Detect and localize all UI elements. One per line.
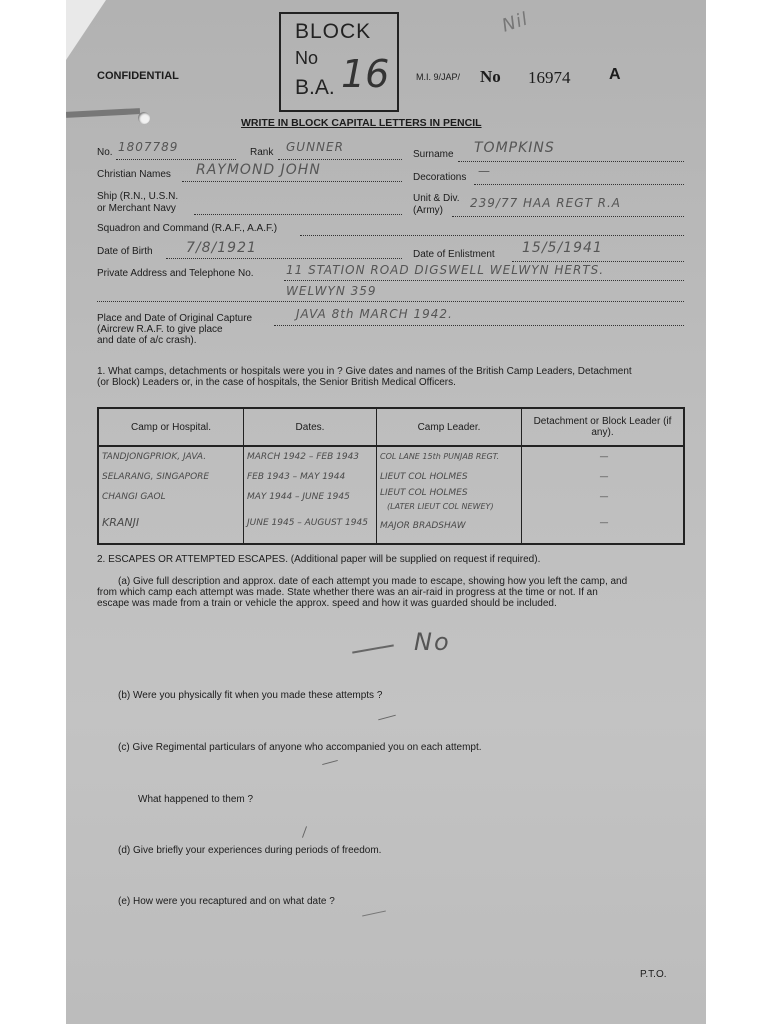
enlistment-label: Date of Enlistment xyxy=(413,249,495,260)
detachment-entry: — xyxy=(599,518,609,528)
stamp-block: BLOCK xyxy=(295,20,372,43)
ship-line xyxy=(194,214,402,215)
camps-table-body xyxy=(98,446,684,544)
form-suffix: A xyxy=(609,66,621,83)
detachment-entry: — xyxy=(599,492,609,502)
q2c-text: (c) Give Regimental particulars of anyone who accompanied you on each attempt. xyxy=(118,742,482,753)
header-detachment: Detachment or Block Leader (if any). xyxy=(522,408,685,446)
surname-line xyxy=(458,161,684,162)
header-camp-leader: Camp Leader. xyxy=(377,408,522,446)
decorations-value: — xyxy=(478,164,491,178)
enlistment-value: 15/5/1941 xyxy=(522,240,603,256)
camp-entry: KRANJI xyxy=(102,516,140,529)
address-label: Private Address and Telephone No. xyxy=(97,268,254,279)
q2d-text: (d) Give briefly your experiences during periods of freedom. xyxy=(118,845,382,856)
unit-label-1: Unit & Div. xyxy=(413,193,460,204)
stamp-ba: B.A. xyxy=(295,76,335,99)
binding-string xyxy=(66,108,140,118)
q2a-text-3: escape was made from a train or vehicle the approx. speed and how it was guarded should be included. xyxy=(97,598,557,609)
form-no-label: No xyxy=(480,67,501,86)
enlistment-line xyxy=(512,261,684,262)
q2a-text-2: from which camp each attempt was made. State whether there was an air-raid in progress at the time or not. If an xyxy=(97,587,598,598)
mi-reference: M.I. 9/JAP/ xyxy=(416,72,461,82)
q2a-answer: No xyxy=(414,628,451,656)
leader-column xyxy=(377,446,522,544)
decorations-line xyxy=(474,184,684,185)
no-line xyxy=(116,159,236,160)
capture-label-2: (Aircrew R.A.F. to give place xyxy=(97,324,223,335)
q2a-text-1: (a) Give full description and approx. date of each attempt you made to escape, showing how you left the camp, and xyxy=(118,576,628,587)
torn-corner xyxy=(66,0,106,60)
punch-hole xyxy=(138,112,150,124)
stamp-handwritten-number: 16 xyxy=(341,52,390,96)
address-line-1 xyxy=(284,280,684,281)
capture-value: JAVA 8th MARCH 1942. xyxy=(296,307,453,321)
address-line-2 xyxy=(97,301,684,302)
top-scrawl: Nil xyxy=(499,8,532,37)
christian-names-value: RAYMOND JOHN xyxy=(196,162,321,178)
rank-value: GUNNER xyxy=(286,140,344,154)
date-entry: MARCH 1942 – FEB 1943 xyxy=(247,452,360,462)
ship-label-2: or Merchant Navy xyxy=(97,203,176,214)
capture-label-1: Place and Date of Original Capture xyxy=(97,313,253,324)
camp-entry: TANDJONGPRIOK, JAVA. xyxy=(102,452,207,462)
q2c-sub-text: What happened to them ? xyxy=(138,794,254,805)
no-value: 1807789 xyxy=(118,140,179,154)
block-stamp xyxy=(279,12,399,112)
rank-label: Rank xyxy=(250,147,274,158)
dob-value: 7/8/1921 xyxy=(186,240,257,256)
date-entry: JUNE 1945 – AUGUST 1945 xyxy=(247,518,368,528)
header-camp: Camp or Hospital. xyxy=(98,408,244,446)
q2b-text: (b) Were you physically fit when you made these attempts ? xyxy=(118,690,383,701)
camp-column xyxy=(98,446,244,544)
surname-value: TOMPKINS xyxy=(474,140,555,156)
capture-label-3: and date of a/c crash). xyxy=(97,335,197,346)
camps-table-header xyxy=(98,408,684,446)
dob-line xyxy=(166,258,402,259)
header-dates: Dates. xyxy=(244,408,377,446)
decorations-label: Decorations xyxy=(413,172,467,183)
leader-entry: LIEUT COL HOLMES xyxy=(380,488,468,498)
detachment-column xyxy=(522,446,685,544)
squadron-line xyxy=(300,235,684,236)
form-number: 16974 xyxy=(528,68,571,87)
address-value-1: 11 STATION ROAD DIGSWELL WELWYN HERTS. xyxy=(286,263,605,277)
confidential-label: CONFIDENTIAL xyxy=(97,70,179,82)
unit-value: 239/77 HAA REGT R.A xyxy=(470,196,622,210)
q1-text-1: 1. What camps, detachments or hospitals were you in ? Give dates and names of the British Camp Leaders, Detachment xyxy=(97,366,632,377)
leader-entry: COL LANE 15th PUNJAB REGT. xyxy=(380,452,500,461)
rank-line xyxy=(278,159,402,160)
date-entry: MAY 1944 – JUNE 1945 xyxy=(247,492,350,502)
date-entry: FEB 1943 – MAY 1944 xyxy=(247,472,346,482)
address-value-2: WELWYN 359 xyxy=(286,284,377,298)
camp-entry: CHANGI GAOL xyxy=(102,492,166,502)
camps-table xyxy=(97,407,685,545)
pto-label: P.T.O. xyxy=(640,969,667,980)
leader-entry: MAJOR BRADSHAW xyxy=(380,521,466,531)
q1-text-2: (or Block) Leaders or, in the case of hospitals, the Senior British Medical Officers. xyxy=(97,377,456,388)
leader-entry: (LATER LIEUT COL NEWEY) xyxy=(387,502,494,511)
dates-column xyxy=(244,446,377,544)
detachment-entry: — xyxy=(599,452,609,462)
detachment-entry: — xyxy=(599,472,609,482)
unit-line xyxy=(452,216,684,217)
leader-entry: LIEUT COL HOLMES xyxy=(380,472,468,482)
instruction-heading: WRITE IN BLOCK CAPITAL LETTERS IN PENCIL xyxy=(241,117,482,129)
christian-names-line xyxy=(182,181,402,182)
stamp-no: No xyxy=(295,48,319,68)
capture-line xyxy=(274,325,684,326)
unit-label-2: (Army) xyxy=(413,205,443,216)
squadron-label: Squadron and Command (R.A.F., A.A.F.) xyxy=(97,223,278,234)
dob-label: Date of Birth xyxy=(97,246,153,257)
q2e-text: (e) How were you recaptured and on what date ? xyxy=(118,896,335,907)
camp-entry: SELARANG, SINGAPORE xyxy=(102,472,210,482)
ship-label-1: Ship (R.N., U.S.N. xyxy=(97,191,179,202)
q2-title: 2. ESCAPES OR ATTEMPTED ESCAPES. (Additional paper will be supplied on request if required). xyxy=(97,554,541,565)
no-label: No. xyxy=(97,147,113,158)
christian-names-label: Christian Names xyxy=(97,169,171,180)
surname-label: Surname xyxy=(413,149,454,160)
